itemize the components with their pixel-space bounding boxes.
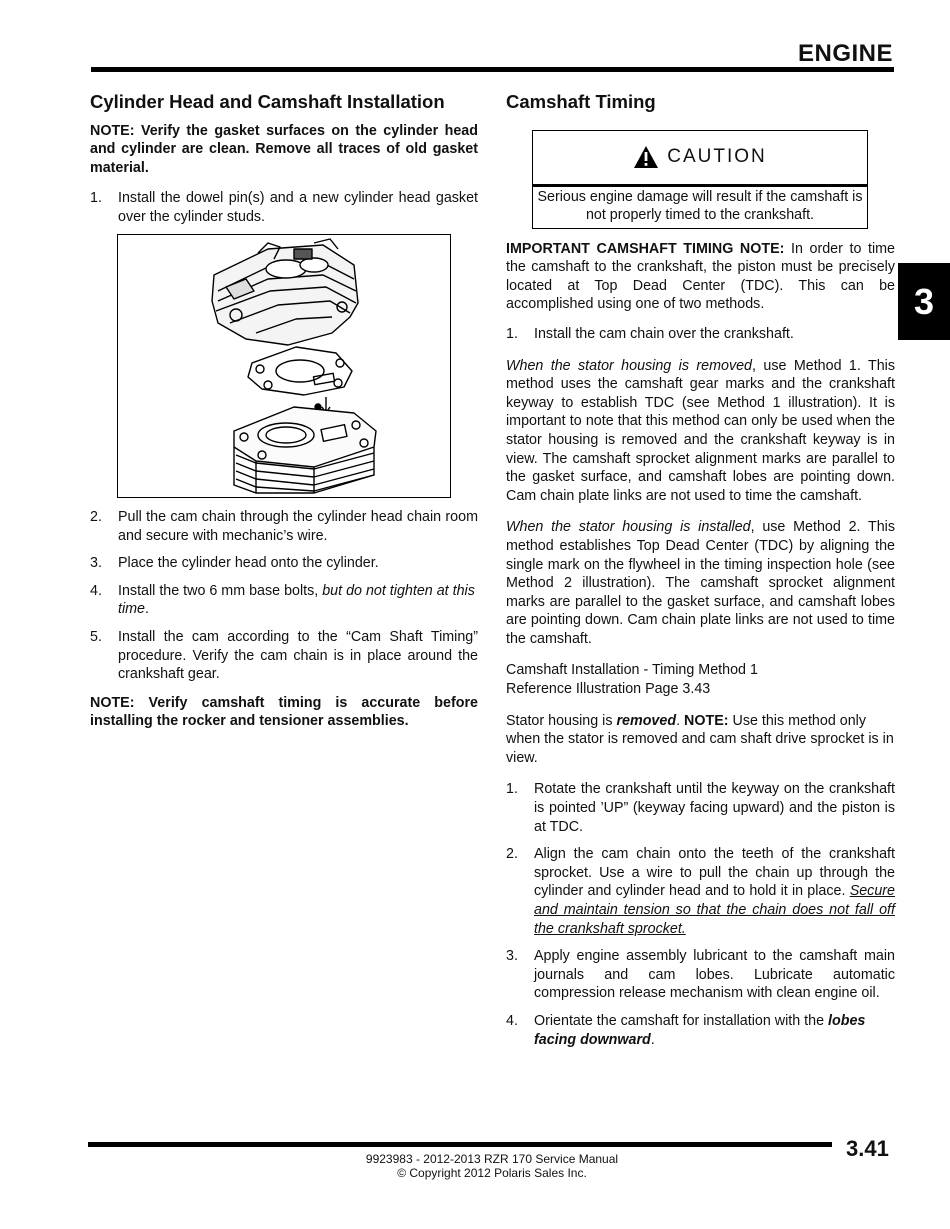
footer-rule bbox=[88, 1142, 832, 1147]
list-item: 1. Install the cam chain over the crankshaft. bbox=[506, 325, 794, 342]
step-text-emphasis: lobes facing downward bbox=[534, 1012, 866, 1048]
stator-note: Stator housing is removed. NOTE: Use this method only when the stator is removed and cam shaft drive sprocket is in view. bbox=[506, 712, 894, 766]
method2-paragraph: When the stator housing is installed, use Method 2. This method establishes Top Dead Center (TDC) by aligning the single mark on the flywheel in the timing inspection hole (see Method 2 illustration). The camshaft sprocket alignment marks are parallel to the gasket surface, and camshaft lobes are pointing down. Cam chain plate links are not used to time the camshaft. bbox=[506, 519, 895, 647]
left-column-lower bbox=[90, 508, 478, 731]
caution-box bbox=[532, 130, 868, 229]
caution-label: CAUTION bbox=[667, 145, 767, 167]
step-text: Install the cam chain over the crankshaft. bbox=[534, 325, 794, 342]
step-text: Place the cylinder head onto the cylinder. bbox=[118, 555, 379, 572]
list-item: 4. Install the two 6 mm base bolts, but do not tighten at this time. bbox=[90, 582, 475, 618]
list-item: 1. Install the dowel pin(s) and a new cylinder head gasket over the cylinder studs. bbox=[90, 190, 478, 225]
step-text: Align the cam chain onto the teeth of the crankshaft sprocket. Use a wire to pull the chain up through the cylinder and cylinder head and to hold it in place. bbox=[534, 846, 895, 900]
warning-icon bbox=[633, 145, 659, 169]
header-rule bbox=[91, 67, 894, 72]
step-text: Rotate the crankshaft until the keyway on the crankshaft is pointed ’UP” (keyway facing upward) and the piston is at TDC. bbox=[534, 781, 895, 835]
page-number: 3.41 bbox=[846, 1136, 889, 1161]
footer-manual: 9923983 - 2012-2013 RZR 170 Service Manual bbox=[365, 1152, 619, 1166]
list-item: 2. Pull the cam chain through the cylinder head chain room and secure with mechanic’s wire. bbox=[90, 509, 478, 544]
method-title: Camshaft Installation - Timing Method 1 bbox=[506, 662, 758, 679]
left-column bbox=[90, 93, 478, 227]
step-text: Pull the cam chain through the cylinder head chain room and secure with mechanic’s wire. bbox=[118, 509, 478, 544]
step-text-emphasis: Secure and maintain tension so that the chain does not fall off the crankshaft sprocket. bbox=[534, 883, 895, 937]
list-item: 5. Install the cam according to the “Cam Shaft Timing” procedure. Verify the cam chain is in place around the crankshaft gear. bbox=[90, 628, 478, 683]
step-text: Install the dowel pin(s) and a new cylinder head gasket over the cylinder studs. bbox=[118, 190, 478, 225]
engine-parts-drawing bbox=[118, 235, 449, 496]
list-item: 1. Rotate the crankshaft until the keyway on the crankshaft is pointed ’UP” (keyway facing upward) and the piston is at TDC. bbox=[506, 781, 895, 835]
method1-paragraph: When the stator housing is removed, use Method 1. This method uses the camshaft gear marks and the crankshaft keyway to establish TDC (see Method 1 illustration). It is important to note that this method can only be used when the stator housing is removed and the crankshaft keyway is in view. The camshaft sprocket alignment marks are parallel to the gasket surface, and camshaft lobes are pointing down. Cam chain plate links are not used to time the camshaft. bbox=[506, 357, 895, 504]
right-heading: Camshaft Timing bbox=[506, 91, 656, 112]
step-text: Orientate the camshaft for installation with the bbox=[534, 1012, 829, 1029]
note-gasket: NOTE: Verify the gasket surfaces on the cylinder head and cylinder are clean. Remove all traces of old gasket material. bbox=[90, 122, 478, 176]
list-item: 3. Place the cylinder head onto the cylinder. bbox=[90, 555, 379, 572]
footer bbox=[0, 1153, 950, 1180]
method-reference: Reference Illustration Page 3.43 bbox=[506, 681, 711, 698]
note-timing: NOTE: Verify camshaft timing is accurate before installing the rocker and tensioner assemblies. bbox=[90, 694, 478, 730]
caution-header bbox=[533, 131, 867, 187]
step-text: Install the cam according to the “Cam Shaft Timing” procedure. Verify the cam chain is in place around the crankshaft gear. bbox=[118, 628, 478, 683]
list-item: 4. Orientate the camshaft for installation with the lobes facing downward. bbox=[506, 1012, 866, 1048]
list-item: 3. Apply engine assembly lubricant to the camshaft main journals and cam lobes. Lubricate automatic compression release mechanism with clean engine oil. bbox=[506, 948, 895, 1002]
cylinder-head-illustration bbox=[117, 234, 451, 498]
step-text: Install the two 6 mm base bolts, bbox=[118, 582, 323, 599]
caution-text: Serious engine damage will result if the camshaft is not properly timed to the crankshaft. bbox=[537, 188, 863, 224]
left-heading: Cylinder Head and Camshaft Installation bbox=[90, 91, 445, 112]
list-item: 2. Align the cam chain onto the teeth of the crankshaft sprocket. Use a wire to pull the chain up through the cylinder and cylinder head and to hold it in place. Secure and maintain tension so that the chain does not fall off the crankshaft sprocket. bbox=[506, 846, 895, 937]
step-text: Apply engine assembly lubricant to the camshaft main journals and cam lobes. Lubricate automatic compression release mechanism with clean engine oil. bbox=[534, 948, 895, 1002]
chapter-tab: 3 bbox=[898, 263, 950, 340]
right-column bbox=[506, 93, 895, 1049]
step-text-emphasis: but do not tighten at this time bbox=[118, 582, 475, 618]
section-title: ENGINE bbox=[797, 40, 893, 67]
important-note: IMPORTANT CAMSHAFT TIMING NOTE: In order to time the camshaft to the crankshaft, the piston must be precisely located at Top Dead Center (TDC). This can be accomplished using one of two methods. bbox=[506, 240, 895, 313]
footer-copyright: © Copyright 2012 Polaris Sales Inc. bbox=[397, 1165, 587, 1180]
